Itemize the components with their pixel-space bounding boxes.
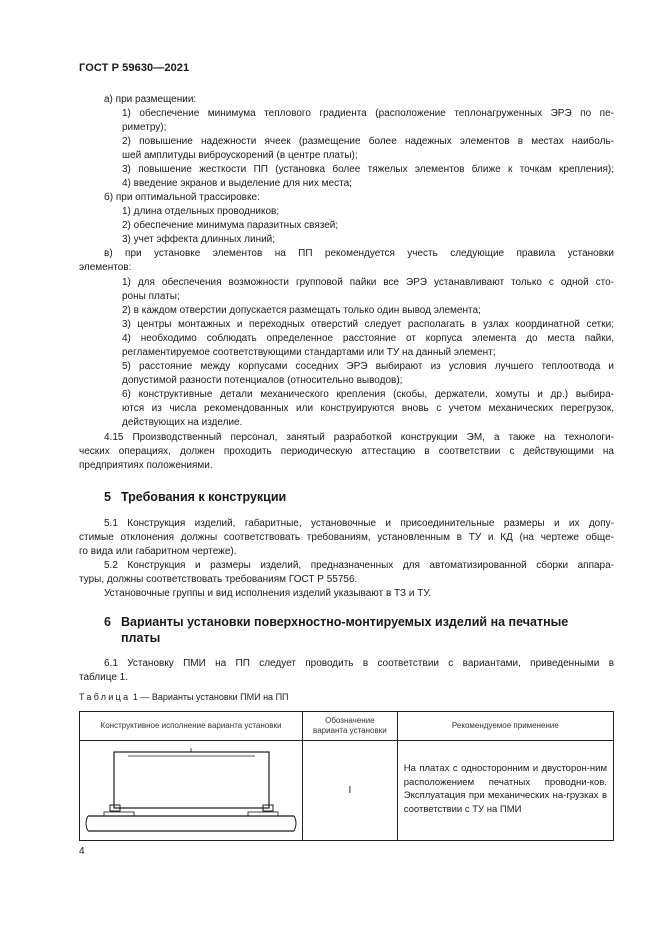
section-number: 6: [104, 615, 111, 629]
paragraph-5-1: 5.1 Конструкция изделий, габаритные, установочные и присоединительные размеры и их допу-: [104, 518, 614, 529]
header-designation-line2: варианта установки: [313, 726, 387, 735]
table-header-row: [80, 712, 614, 741]
list-item-a2-cont: шей амплитуды виброускорений (в центре платы);: [122, 150, 358, 161]
paragraph-4-15: 4.15 Производственный персонал, занятый разработкой конструкции ЭМ, а также на технологи-: [104, 432, 614, 443]
table-caption-word: Таблица: [79, 692, 131, 702]
list-item-a1-cont: риметру);: [122, 122, 167, 133]
list-item-v2: 2) в каждом отверстии допускается размещать только один вывод элемента;: [122, 305, 481, 316]
list-item-v3: 3) центры монтажных и переходных отверстий следует располагать в узлах координатной сетки;: [122, 319, 614, 330]
list-item-b: б) при оптимальной трассировке:: [104, 192, 260, 203]
header-designation-line1: Обозначение: [325, 716, 375, 725]
list-item-b2: 2) обеспечение минимума паразитных связей;: [122, 220, 339, 231]
list-item-v4: 4) необходимо соблюдать определенное расстояние от корпуса элемента до места пайки,: [122, 333, 614, 344]
paragraph-5-1-cont2: го вида или габаритном чертеже).: [79, 546, 237, 557]
section-5-heading: [104, 490, 286, 504]
section-number: 5: [104, 490, 111, 504]
paragraph-4-15-cont: ческих операциях, должен проходить периодическую аттестацию в соответствии с действующими на: [79, 446, 614, 457]
list-item-a3: 3) повышение жесткости ПП (установка более тяжелых элементов ближе к точкам крепления);: [122, 164, 614, 175]
header-cell-designation: [303, 712, 398, 741]
designation-value: I: [348, 785, 352, 796]
table-caption-rest: 1 — Варианты установки ПМИ на ПП: [130, 692, 289, 702]
paragraph-5-1-cont: стимые отклонения должны соответствовать требованиям, установленным в ТУ и КД (на чертеже обще-: [79, 532, 614, 543]
cell-application: [397, 741, 613, 841]
variants-table: [79, 711, 614, 841]
cell-designation: [303, 741, 398, 841]
list-item-v1-cont: роны платы;: [122, 291, 180, 302]
cell-design-drawing: [80, 741, 303, 841]
mounting-variant-drawing: [80, 741, 302, 840]
list-item-v: в) при установке элементов на ПП рекомендуется учесть следующие правила установки: [104, 248, 614, 259]
list-item-v5-cont: допустимой разности потенциалов (относительно выводов);: [122, 375, 403, 386]
table-row: [80, 741, 614, 841]
list-item-v4-cont: регламентируемое соответствующими стандартами или ТУ на данный элемент;: [122, 347, 496, 358]
paragraph-5-2-cont2: Установочные группы и вид исполнения изделий указывают в ТЗ и ТУ.: [104, 588, 432, 599]
paragraph-5-2-cont: туры, должны соответствовать требованиям ГОСТ Р 55756.: [79, 574, 358, 585]
list-item-b1: 1) длина отдельных проводников;: [122, 206, 280, 217]
paragraph-6-1-cont: таблице 1.: [79, 672, 129, 683]
section-title: Требования к конструкции: [121, 490, 287, 504]
table-caption: [79, 692, 289, 702]
paragraph-6-1: 6.1 Установку ПМИ на ПП следует проводить в соответствии с вариантами, приведенными в: [104, 658, 614, 669]
paragraph-5-2: 5.2 Конструкция и размеры изделий, предназначенных для автоматизированной сборки аппара-: [104, 560, 614, 571]
page-number: 4: [79, 846, 85, 857]
header-cell-design: Конструктивное исполнение варианта установки: [80, 712, 303, 741]
list-item-a4: 4) введение экранов и выделение для них места;: [122, 178, 352, 189]
list-item-b3: 3) учет эффекта длинных линий;: [122, 234, 276, 245]
section-6-heading: [104, 615, 568, 629]
list-item-a2: 2) повышение надежности ячеек (размещение более надежных элементов в местах наиболь-: [122, 136, 614, 147]
list-item-v6-cont2: действующих на изделие.: [122, 417, 243, 428]
list-item-v-cont: элементов:: [79, 262, 132, 273]
list-item-v6-cont: ются из числа рекомендованных или конструируются вновь с учетом механических перегрузок,: [122, 403, 614, 414]
document-code-header: ГОСТ Р 59630—2021: [79, 62, 190, 74]
list-item-a1: 1) обеспечение минимума теплового градиента (расположение теплонагруженных ЭРЭ по пе-: [122, 108, 614, 119]
section-6-heading-cont: платы: [121, 631, 161, 645]
list-item-v6: 6) конструктивные детали механического крепления (скобы, держатели, хомуты и др.) выбира-: [122, 389, 614, 400]
list-item-v1: 1) для обеспечения возможности групповой пайки все ЭРЭ устанавливают только с одной сто-: [122, 277, 614, 288]
list-item-a: а) при размещении:: [104, 94, 197, 105]
list-item-v5: 5) расстояние между корпусами соседних ЭРЭ выбирают из условия лучшего теплоотвода и: [122, 361, 614, 372]
paragraph-4-15-cont2: предприятиях положениями.: [79, 460, 213, 471]
header-cell-application: Рекомендуемое применение: [397, 712, 613, 741]
section-title: Варианты установки поверхностно-монтируемых изделий на печатные: [121, 615, 569, 629]
application-text: На платах с односторонним и двусторон-ним расположением печатных проводни-ков. Эксплуатация при механических на-грузках в соответствии с ТУ на ПМИ: [403, 763, 607, 815]
